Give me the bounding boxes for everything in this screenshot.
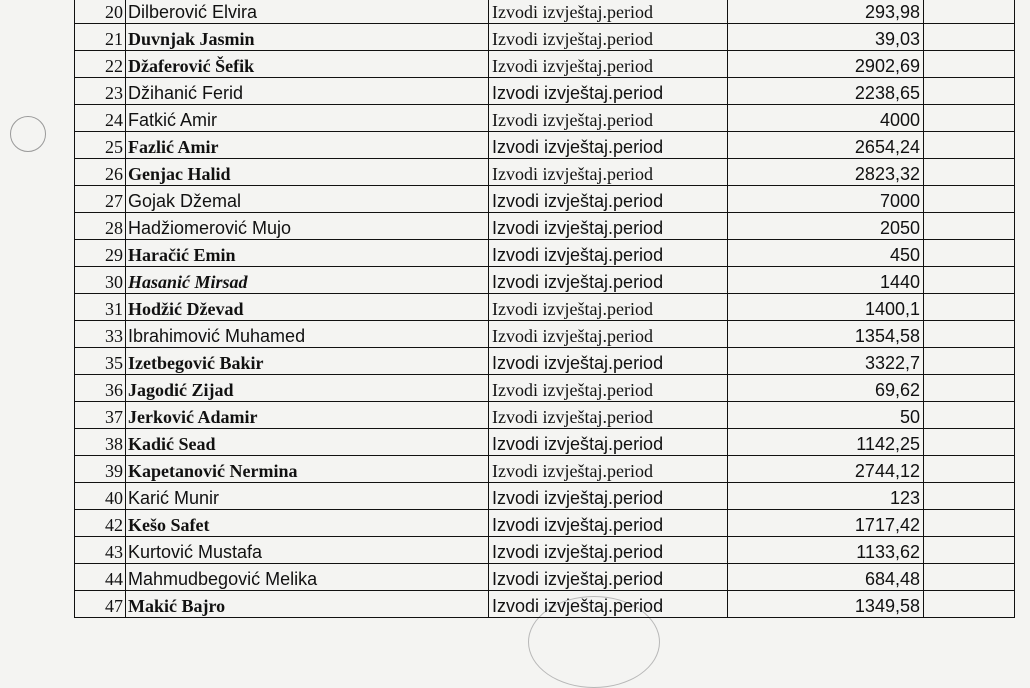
empty-cell [924,51,1015,78]
row-number: 36 [75,375,126,402]
table-row [75,105,1015,132]
description: Izvodi izvještaj.period [489,0,728,24]
table-row [75,267,1015,294]
table-row [75,132,1015,159]
description: Izvodi izvještaj.period [489,402,728,429]
empty-cell [924,24,1015,51]
table-row [75,537,1015,564]
row-number: 31 [75,294,126,321]
amount: 7000 [728,186,924,213]
empty-cell [924,348,1015,375]
row-number: 37 [75,402,126,429]
table-row [75,24,1015,51]
table-body [75,0,1015,618]
person-name: Dilberović Elvira [126,0,489,24]
amount: 450 [728,240,924,267]
amount: 2654,24 [728,132,924,159]
amount: 2823,32 [728,159,924,186]
description: Izvodi izvještaj.period [489,294,728,321]
table-row [75,429,1015,456]
amount: 1400,1 [728,294,924,321]
table-row [75,510,1015,537]
row-number: 44 [75,564,126,591]
empty-cell [924,510,1015,537]
empty-cell [924,321,1015,348]
row-number: 23 [75,78,126,105]
empty-cell [924,267,1015,294]
empty-cell [924,537,1015,564]
row-number: 42 [75,510,126,537]
empty-cell [924,591,1015,618]
person-name: Džaferović Šefik [126,51,489,78]
description: Izvodi izvještaj.period [489,213,728,240]
table-row [75,375,1015,402]
description: Izvodi izvještaj.period [489,429,728,456]
empty-cell [924,240,1015,267]
empty-cell [924,105,1015,132]
description: Izvodi izvještaj.period [489,159,728,186]
amount: 3322,7 [728,348,924,375]
person-name: Fatkić Amir [126,105,489,132]
description: Izvodi izvještaj.period [489,510,728,537]
description: Izvodi izvještaj.period [489,186,728,213]
table-row [75,348,1015,375]
person-name: Fazlić Amir [126,132,489,159]
amount: 293,98 [728,0,924,24]
empty-cell [924,402,1015,429]
table-row [75,159,1015,186]
description: Izvodi izvještaj.period [489,537,728,564]
description: Izvodi izvještaj.period [489,132,728,159]
person-name: Džihanić Ferid [126,78,489,105]
description: Izvodi izvještaj.period [489,591,728,618]
punch-hole-mark [10,116,46,152]
amount: 2050 [728,213,924,240]
row-number: 21 [75,24,126,51]
table-row [75,591,1015,618]
amount: 39,03 [728,24,924,51]
empty-cell [924,78,1015,105]
person-name: Karić Munir [126,483,489,510]
amount: 1142,25 [728,429,924,456]
empty-cell [924,186,1015,213]
row-number: 30 [75,267,126,294]
table-row [75,483,1015,510]
amount: 69,62 [728,375,924,402]
person-name: Kadić Sead [126,429,489,456]
empty-cell [924,375,1015,402]
person-name: Jerković Adamir [126,402,489,429]
description: Izvodi izvještaj.period [489,348,728,375]
empty-cell [924,456,1015,483]
row-number: 29 [75,240,126,267]
payments-table [74,0,1015,618]
description: Izvodi izvještaj.period [489,78,728,105]
empty-cell [924,159,1015,186]
amount: 4000 [728,105,924,132]
table-row [75,294,1015,321]
person-name: Haračić Emin [126,240,489,267]
empty-cell [924,483,1015,510]
amount: 1133,62 [728,537,924,564]
amount: 2744,12 [728,456,924,483]
person-name: Duvnjak Jasmin [126,24,489,51]
empty-cell [924,294,1015,321]
person-name: Hasanić Mirsad [126,267,489,294]
description: Izvodi izvještaj.period [489,105,728,132]
row-number: 27 [75,186,126,213]
table-row [75,402,1015,429]
table-row [75,564,1015,591]
person-name: Kešo Safet [126,510,489,537]
row-number: 39 [75,456,126,483]
description: Izvodi izvještaj.period [489,564,728,591]
empty-cell [924,0,1015,24]
row-number: 26 [75,159,126,186]
amount: 123 [728,483,924,510]
description: Izvodi izvještaj.period [489,240,728,267]
row-number: 47 [75,591,126,618]
description: Izvodi izvještaj.period [489,51,728,78]
table-row [75,51,1015,78]
person-name: Izetbegović Bakir [126,348,489,375]
amount: 1349,58 [728,591,924,618]
amount: 684,48 [728,564,924,591]
row-number: 24 [75,105,126,132]
table-row [75,321,1015,348]
amount: 2902,69 [728,51,924,78]
description: Izvodi izvještaj.period [489,267,728,294]
description: Izvodi izvještaj.period [489,456,728,483]
amount: 1717,42 [728,510,924,537]
person-name: Jagodić Zijad [126,375,489,402]
person-name: Hadžiomerović Mujo [126,213,489,240]
person-name: Ibrahimović Muhamed [126,321,489,348]
person-name: Kurtović Mustafa [126,537,489,564]
amount: 2238,65 [728,78,924,105]
person-name: Hodžić Dževad [126,294,489,321]
amount: 1440 [728,267,924,294]
person-name: Genjac Halid [126,159,489,186]
table-row [75,213,1015,240]
description: Izvodi izvještaj.period [489,483,728,510]
table-row [75,78,1015,105]
description: Izvodi izvještaj.period [489,321,728,348]
empty-cell [924,429,1015,456]
row-number: 35 [75,348,126,375]
person-name: Gojak Džemal [126,186,489,213]
row-number: 33 [75,321,126,348]
table-row [75,456,1015,483]
empty-cell [924,132,1015,159]
description: Izvodi izvještaj.period [489,24,728,51]
person-name: Makić Bajro [126,591,489,618]
person-name: Kapetanović Nermina [126,456,489,483]
person-name: Mahmudbegović Melika [126,564,489,591]
description: Izvodi izvještaj.period [489,375,728,402]
row-number: 38 [75,429,126,456]
amount: 50 [728,402,924,429]
row-number: 43 [75,537,126,564]
row-number: 22 [75,51,126,78]
amount: 1354,58 [728,321,924,348]
table-row [75,186,1015,213]
table-row [75,240,1015,267]
table-row [75,0,1015,24]
row-number: 28 [75,213,126,240]
empty-cell [924,213,1015,240]
row-number: 25 [75,132,126,159]
empty-cell [924,564,1015,591]
row-number: 20 [75,0,126,24]
row-number: 40 [75,483,126,510]
